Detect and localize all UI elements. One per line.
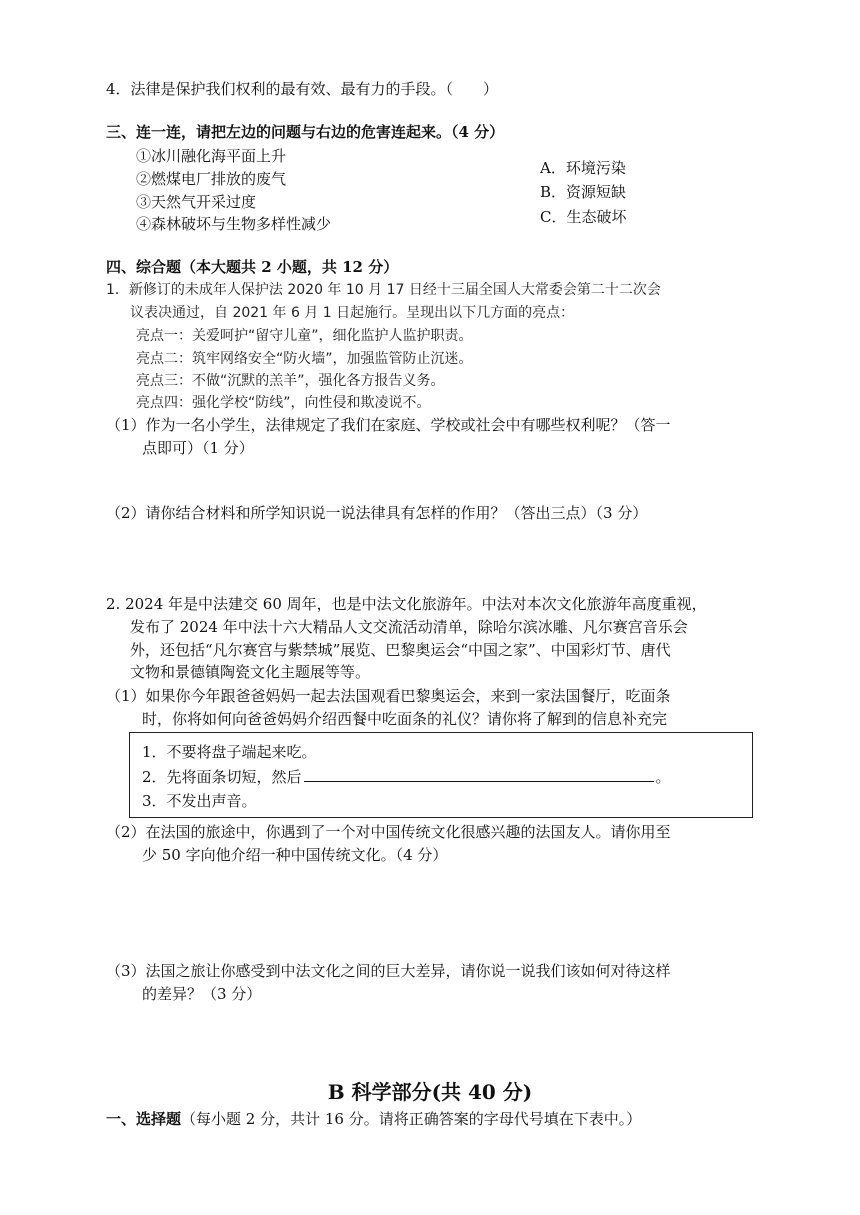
part-b-section1 <box>106 1108 641 1130</box>
q2-sub1-line2: 时，你将如何向爸爸妈妈介绍西餐中吃面条的礼仪？请你将了解到的信息补充完 <box>142 710 668 728</box>
q1-highlight-3: 亮点三：不做“沉默的羔羊”，强化各方报告义务。 <box>136 373 445 389</box>
q1-intro-line2: 议表决通过，自 2021 年 6 月 1 日起施行。呈现出以下几方面的亮点： <box>130 305 575 321</box>
part-b-title: B 科学部分(共 40 分) <box>327 1080 533 1104</box>
part-b-section1-desc: （每小题 2 分，共计 16 分。请将正确答案的字母代号填在下表中。） <box>181 1110 642 1128</box>
section3-title: 三、连一连，请把左边的问题与右边的危害连起来。（4 分） <box>106 123 505 141</box>
match-right-a: A．环境污染 <box>540 159 626 177</box>
match-right-c: C．生态破坏 <box>540 208 627 226</box>
part-b-section1-label: 一、选择题 <box>106 1110 182 1128</box>
section4-title: 四、综合题（本大题共 2 小题，共 12 分） <box>106 258 399 276</box>
match-left-3: ③天然气开采过度 <box>136 193 257 211</box>
match-right-b: B．资源短缺 <box>540 183 627 201</box>
q2-sub2-line2: 少 50 字向他介绍一种中国传统文化。（4 分） <box>142 846 448 864</box>
q2-sub2-line1: （2）在法国的旅途中，你遇到了一个对中国传统文化很感兴趣的法国友人。请你用至 <box>106 823 671 841</box>
answer-blank[interactable] <box>304 765 654 782</box>
match-left-4: ④森林破坏与生物多样性减少 <box>136 215 332 233</box>
q1-sub1-line1: （1）作为一名小学生，法律规定了我们在家庭、学校或社会中有哪些权利呢？（答一 <box>106 416 671 434</box>
q2-sub3-line1: （3）法国之旅让你感受到中法文化之间的巨大差异，请你说一说我们该如何对待这样 <box>106 962 671 980</box>
box-item-2 <box>142 765 671 788</box>
box-item-1: 1．不要将盘子端起来吃。 <box>142 743 317 761</box>
q2-intro-line2: 发布了 2024 年中法十六大精品人文交流活动清单，除哈尔滨冰雕、凡尔赛宫音乐会 <box>130 618 688 636</box>
q1-sub1-line2: 点即可）（1 分） <box>142 439 254 457</box>
etiquette-answer-box <box>129 732 753 818</box>
box-item-3: 3．不发出声音。 <box>142 792 257 810</box>
match-left-2: ②燃煤电厂排放的废气 <box>136 170 287 188</box>
q2-sub3-line2: 的差异？（3 分） <box>142 985 262 1003</box>
question-4: 4．法律是保护我们权利的最有效、最有力的手段。（ ） <box>106 80 499 98</box>
q2-intro-line1: 2. 2024 年是中法建交 60 周年，也是中法文化旅游年。中法对本次文化旅游年高度重视， <box>106 595 707 613</box>
match-left-1: ①冰川融化海平面上升 <box>136 147 287 165</box>
q2-intro-line3: 外，还包括“凡尔赛宫与紫禁城”展览、巴黎奥运会“中国之家”、中国彩灯节、唐代 <box>130 641 671 659</box>
box-item-2-end: 。 <box>655 768 671 786</box>
q1-highlight-1: 亮点一：关爱呵护“留守儿童”，细化监护人监护职责。 <box>136 328 473 344</box>
q1-highlight-2: 亮点二：筑牢网络安全“防火墙”，加强监管防止沉迷。 <box>136 351 473 367</box>
q2-sub1-line1: （1）如果你今年跟爸爸妈妈一起去法国观看巴黎奥运会，来到一家法国餐厅，吃面条 <box>106 687 671 705</box>
box-item-2-text: 2．先将面条切短，然后 <box>142 768 302 786</box>
q1-highlight-4: 亮点四：强化学校“防线”，向性侵和欺凌说不。 <box>136 395 431 411</box>
q1-sub2: （2）请你结合材料和所学知识说一说法律具有怎样的作用？（答出三点）（3 分） <box>106 504 648 522</box>
q2-intro-line4: 文物和景德镇陶瓷文化主题展等等。 <box>130 663 371 681</box>
q1-intro-line1: 1．新修订的未成年人保护法 2020 年 10 月 17 日经十三届全国人大常委会第二十二次会 <box>106 282 661 298</box>
